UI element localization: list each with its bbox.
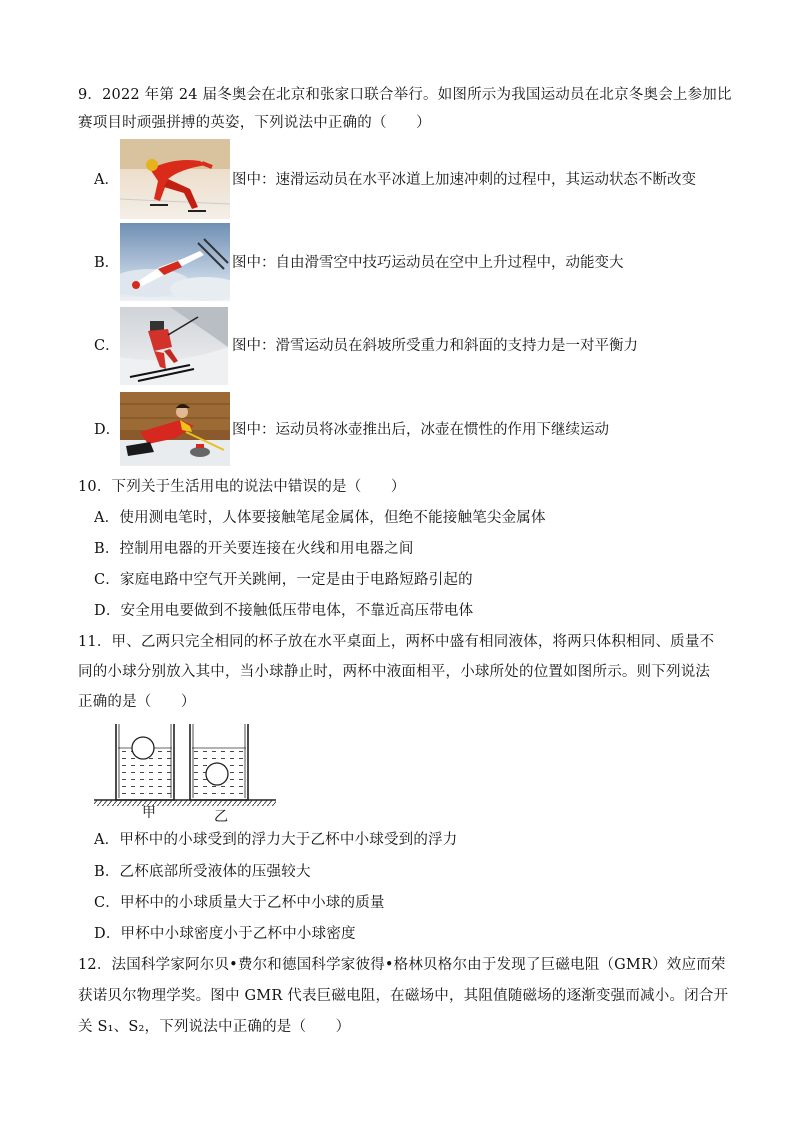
q12-stem-line1: 12．法国科学家阿尔贝•费尔和德国科学家彼得•格林贝格尔由于发现了巨磁电阻（GMR）效应而荣 [78, 957, 726, 973]
q11-stem-line1: 11．甲、乙两只完全相同的杯子放在水平桌面上，两杯中盛有相同液体，将两只体积相同、质量不 [78, 634, 715, 650]
q10-option-c: C．家庭电路中空气开关跳闸，一定是由于电路短路引起的 [94, 572, 473, 588]
cup-label-jia: 甲 [142, 805, 156, 821]
q9-option-d-label: D． [94, 422, 121, 438]
q9-option-d-text: 图中：运动员将冰壶推出后，冰壶在惯性的作用下继续运动 [232, 422, 609, 438]
q9-option-b-label: B． [94, 255, 120, 271]
q10-option-d: D．安全用电要做到不接触低压带电体，不靠近高压带电体 [94, 603, 474, 619]
q9-stem-line2: 赛项目时顽强拼搏的英姿，下列说法中正确的（ ） [78, 115, 431, 131]
curling-athlete-photo [120, 392, 230, 466]
cups-diagram [94, 720, 284, 826]
aerial-skier-photo [120, 223, 230, 301]
slope-skier-photo [120, 307, 228, 385]
q9-option-c-label: C． [94, 338, 120, 354]
q11-option-a: A．甲杯中的小球受到的浮力大于乙杯中小球受到的浮力 [94, 832, 458, 848]
q9-option-a-text: 图中：速滑运动员在水平冰道上加速冲刺的过程中，其运动状态不断改变 [232, 172, 696, 188]
cup-label-yi: 乙 [214, 809, 228, 825]
q10-option-a: A．使用测电笔时，人体要接触笔尾金属体，但绝不能接触笔尖金属体 [94, 510, 546, 526]
q10-stem: 10．下列关于生活用电的说法中错误的是（ ） [78, 479, 406, 495]
q10-option-b: B．控制用电器的开关要连接在火线和用电器之间 [94, 541, 414, 557]
q11-stem-line2: 同的小球分别放入其中，当小球静止时，两杯中液面相平，小球所处的位置如图所示。则下列说法 [78, 664, 711, 680]
q11-stem-line3: 正确的是（ ） [78, 694, 196, 710]
q11-option-c: C．甲杯中的小球质量大于乙杯中小球的质量 [94, 895, 385, 911]
q9-option-b-text: 图中：自由滑雪空中技巧运动员在空中上升过程中，动能变大 [232, 255, 624, 271]
q11-option-b: B．乙杯底部所受液体的压强较大 [94, 864, 311, 880]
speed-skater-photo [120, 139, 230, 219]
q9-stem-line1: 9．2022 年第 24 届冬奥会在北京和张家口联合举行。如图所示为我国运动员在北京冬奥会上参加比 [78, 87, 732, 103]
q9-option-a-label: A． [94, 172, 119, 188]
q9-option-c-text: 图中：滑雪运动员在斜坡所受重力和斜面的支持力是一对平衡力 [232, 338, 638, 354]
q12-stem-line3: 关 S₁、S₂，下列说法中正确的是（ ） [78, 1019, 351, 1035]
q11-option-d: D．甲杯中小球密度小于乙杯中小球密度 [94, 926, 356, 942]
q12-stem-line2: 获诺贝尔物理学奖。图中 GMR 代表巨磁电阻，在磁场中，其阻值随磁场的逐渐变强而减小。闭合开 [78, 988, 729, 1004]
